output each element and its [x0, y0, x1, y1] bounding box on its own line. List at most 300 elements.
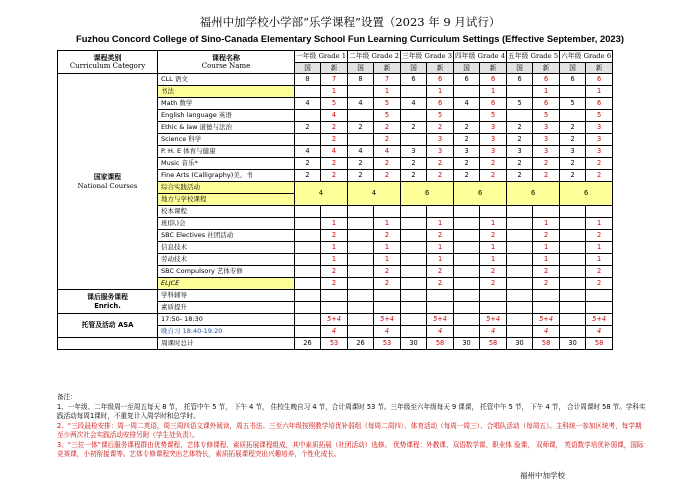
xin-hours-cell: 2: [427, 122, 454, 134]
xin-hours-cell: 1: [480, 254, 507, 266]
guo-hours-cell: 3: [401, 146, 427, 158]
xin-hours-cell: 2: [374, 158, 401, 170]
xin-hours-cell: 6: [533, 98, 560, 110]
empty-cell: [454, 326, 480, 338]
totals-row: [58, 338, 613, 350]
xin-hours-cell: 5+4: [586, 314, 613, 326]
guo-subheader: 国: [507, 63, 533, 74]
empty-cell: [560, 290, 586, 302]
guo-hours-cell: [454, 266, 480, 278]
guo-hours-cell: 8: [295, 74, 321, 86]
xin-hours-cell: 5: [586, 110, 613, 122]
xin-hours-cell: 4: [586, 326, 613, 338]
xin-hours-cell: 3: [533, 146, 560, 158]
xin-hours-cell: 6: [533, 74, 560, 86]
xin-hours-cell: 4: [374, 326, 401, 338]
guo-hours-cell: [454, 254, 480, 266]
weekly-total-cell: 58: [586, 338, 613, 350]
guo-hours-cell: [295, 86, 321, 98]
guo-hours-cell: 5: [507, 98, 533, 110]
curriculum-table: [57, 50, 613, 350]
xin-hours-cell: 2: [374, 278, 401, 290]
xin-hours-cell: 2: [480, 158, 507, 170]
grade-4-header: 四年级 Grade 4: [454, 51, 507, 63]
weekly-total-cell: 58: [533, 338, 560, 350]
xin-hours-cell: 1: [427, 254, 454, 266]
guo-hours-cell: 2: [401, 170, 427, 182]
xin-hours-cell: 5: [480, 110, 507, 122]
xin-hours-cell: 5+4: [480, 314, 507, 326]
empty-cell: [348, 326, 374, 338]
xin-hours-cell: 2: [586, 266, 613, 278]
xin-hours-cell: 1: [374, 242, 401, 254]
xin-hours-cell: 4: [533, 326, 560, 338]
xin-hours-cell: 2: [321, 134, 348, 146]
xin-subheader: 新: [321, 63, 348, 74]
guo-hours-cell: 2: [507, 158, 533, 170]
xin-hours-cell: 1: [586, 86, 613, 98]
table-row: [58, 74, 613, 86]
guo-hours-cell: [295, 266, 321, 278]
xin-hours-cell: 6: [427, 74, 454, 86]
empty-cell: [507, 326, 533, 338]
empty-cell: [427, 290, 454, 302]
course-name: Math 数学: [158, 98, 295, 110]
empty-cell: [586, 302, 613, 314]
xin-hours-cell: 5: [374, 110, 401, 122]
guo-hours-cell: 2: [401, 158, 427, 170]
guo-hours-cell: 8: [348, 74, 374, 86]
empty-cell: [533, 302, 560, 314]
xin-subheader: 新: [480, 63, 507, 74]
course-name: Ethic & law 道德与法治: [158, 122, 295, 134]
empty-cell: [454, 290, 480, 302]
notes-label: 备注：: [57, 393, 77, 401]
page-subtitle: Fuzhou Concord College of Sino-Canada Elementary School Fun Learning Curriculum Settings (Effective September, 2023): [75, 33, 624, 44]
guo-hours-cell: 4: [348, 146, 374, 158]
xin-hours-cell: 2: [374, 230, 401, 242]
weekly-total-cell: 26: [295, 338, 321, 350]
xin-hours-cell: 3: [533, 134, 560, 146]
guo-hours-cell: 6: [401, 74, 427, 86]
merged-hours-cell: 4: [348, 182, 401, 206]
guo-hours-cell: 2: [348, 170, 374, 182]
xin-hours-cell: 1: [321, 86, 348, 98]
empty-cell: [586, 290, 613, 302]
xin-hours-cell: 2: [374, 122, 401, 134]
xin-hours-cell: 3: [427, 146, 454, 158]
xin-hours-cell: 3: [586, 134, 613, 146]
xin-hours-cell: 1: [480, 242, 507, 254]
xin-hours-cell: 1: [374, 218, 401, 230]
guo-hours-cell: 4: [401, 98, 427, 110]
merged-hours-cell: 6: [454, 182, 507, 206]
guo-hours-cell: [507, 278, 533, 290]
course-name: 地方与学校课程: [158, 194, 295, 206]
course-name: English language 英语: [158, 110, 295, 122]
guo-hours-cell: [507, 110, 533, 122]
course-name: CLL 语文: [158, 74, 295, 86]
empty-cell: [348, 302, 374, 314]
empty-cell: [401, 302, 427, 314]
xin-hours-cell: 6: [427, 98, 454, 110]
guo-hours-cell: 3: [507, 146, 533, 158]
footer-school-name: 福州中加学校: [520, 471, 565, 480]
course-name: 信息技术: [158, 242, 295, 254]
empty-cell: [507, 302, 533, 314]
guo-hours-cell: 2: [454, 158, 480, 170]
xin-hours-cell: 1: [321, 254, 348, 266]
category-header: 课程类别 Curriculum Category: [58, 51, 158, 74]
guo-hours-cell: [507, 218, 533, 230]
xin-hours-cell: 2: [586, 230, 613, 242]
guo-hours-cell: [560, 242, 586, 254]
guo-hours-cell: [507, 242, 533, 254]
empty-cell: [507, 314, 533, 326]
xin-hours-cell: 3: [586, 122, 613, 134]
guo-hours-cell: [507, 266, 533, 278]
xin-hours-cell: 3: [586, 146, 613, 158]
guo-hours-cell: 6: [454, 74, 480, 86]
xin-hours-cell: 2: [533, 230, 560, 242]
empty-cell: [374, 290, 401, 302]
empty-cell: [295, 326, 321, 338]
course-name: Fine Arts (Calligraphy)美、书: [158, 170, 295, 182]
xin-hours-cell: 4: [321, 146, 348, 158]
guo-hours-cell: [454, 242, 480, 254]
xin-hours-cell: 2: [374, 134, 401, 146]
xin-hours-cell: 5: [321, 98, 348, 110]
xin-hours-cell: 2: [533, 170, 560, 182]
guo-hours-cell: [401, 278, 427, 290]
xin-hours-cell: [321, 206, 348, 218]
guo-hours-cell: [560, 86, 586, 98]
weekly-total-cell: 30: [507, 338, 533, 350]
xin-subheader: 新: [374, 63, 401, 74]
xin-hours-cell: 1: [533, 86, 560, 98]
empty-cell: [58, 338, 158, 350]
guo-hours-cell: [295, 254, 321, 266]
empty-cell: [480, 290, 507, 302]
course-name: 综合实践活动: [158, 182, 295, 194]
guo-hours-cell: 4: [295, 98, 321, 110]
notes: [57, 393, 647, 460]
course-name: 晚自习 18:40-19:20: [158, 326, 295, 338]
empty-cell: [401, 326, 427, 338]
empty-cell: [295, 314, 321, 326]
guo-hours-cell: [507, 254, 533, 266]
guo-subheader: 国: [560, 63, 586, 74]
xin-hours-cell: 6: [480, 98, 507, 110]
course-name: SBC Electives 社团活动: [158, 230, 295, 242]
xin-hours-cell: 3: [533, 122, 560, 134]
guo-hours-cell: 2: [560, 158, 586, 170]
guo-hours-cell: 2: [560, 134, 586, 146]
guo-hours-cell: [348, 110, 374, 122]
guo-hours-cell: 6: [507, 74, 533, 86]
guo-hours-cell: [295, 278, 321, 290]
guo-hours-cell: [295, 110, 321, 122]
weekly-total-cell: 30: [454, 338, 480, 350]
empty-cell: [321, 290, 348, 302]
empty-cell: [560, 302, 586, 314]
guo-hours-cell: 2: [295, 170, 321, 182]
guo-hours-cell: 2: [454, 134, 480, 146]
guo-hours-cell: [295, 242, 321, 254]
guo-hours-cell: [295, 134, 321, 146]
course-name: 素质提升: [158, 302, 295, 314]
guo-hours-cell: [560, 278, 586, 290]
empty-cell: [348, 290, 374, 302]
guo-hours-cell: [348, 206, 374, 218]
guo-subheader: 国: [348, 63, 374, 74]
xin-hours-cell: 1: [480, 86, 507, 98]
xin-hours-cell: 2: [533, 158, 560, 170]
course-name: SBC Compulsory 艺体专修: [158, 266, 295, 278]
guo-hours-cell: 2: [295, 158, 321, 170]
guo-hours-cell: [454, 206, 480, 218]
grade-5-header: 五年级 Grade 5: [507, 51, 560, 63]
xin-hours-cell: 3: [480, 146, 507, 158]
guo-hours-cell: [348, 218, 374, 230]
guo-hours-cell: 6: [560, 74, 586, 86]
empty-cell: [427, 302, 454, 314]
guo-subheader: 国: [295, 63, 321, 74]
empty-cell: [295, 302, 321, 314]
xin-hours-cell: 4: [321, 326, 348, 338]
guo-hours-cell: 2: [348, 122, 374, 134]
xin-hours-cell: 2: [427, 230, 454, 242]
xin-hours-cell: 2: [427, 266, 454, 278]
xin-hours-cell: [480, 206, 507, 218]
guo-hours-cell: 4: [454, 98, 480, 110]
xin-hours-cell: 5+4: [321, 314, 348, 326]
empty-cell: [454, 314, 480, 326]
guo-hours-cell: 4: [348, 98, 374, 110]
xin-hours-cell: 2: [427, 170, 454, 182]
grade-1-header: 一年级 Grade 1: [295, 51, 348, 63]
course-name: 学科辅导: [158, 290, 295, 302]
empty-cell: [480, 302, 507, 314]
weekly-total-cell: 58: [480, 338, 507, 350]
guo-hours-cell: [401, 266, 427, 278]
guo-hours-cell: [454, 218, 480, 230]
guo-hours-cell: 2: [560, 122, 586, 134]
xin-hours-cell: 2: [480, 170, 507, 182]
guo-hours-cell: [401, 110, 427, 122]
course-name: 校本课程: [158, 206, 295, 218]
guo-hours-cell: 2: [560, 170, 586, 182]
xin-hours-cell: 2: [480, 278, 507, 290]
xin-hours-cell: 1: [374, 254, 401, 266]
course-name: ELJCE: [158, 278, 295, 290]
after-school-category: 课后服务课程 Enrich.: [58, 290, 158, 314]
empty-cell: [560, 326, 586, 338]
empty-cell: [321, 302, 348, 314]
guo-hours-cell: [454, 110, 480, 122]
xin-hours-cell: 1: [374, 86, 401, 98]
guo-hours-cell: 2: [507, 134, 533, 146]
merged-hours-cell: 6: [401, 182, 454, 206]
xin-subheader: 新: [586, 63, 613, 74]
xin-hours-cell: 1: [480, 218, 507, 230]
guo-hours-cell: [560, 110, 586, 122]
guo-hours-cell: [454, 278, 480, 290]
guo-hours-cell: [560, 266, 586, 278]
merged-hours-cell: 6: [507, 182, 560, 206]
guo-hours-cell: 2: [295, 122, 321, 134]
guo-hours-cell: [454, 230, 480, 242]
guo-hours-cell: [348, 242, 374, 254]
grade-3-header: 三年级 Grade 3: [401, 51, 454, 63]
course-header: 课程名称 Course Name: [158, 51, 295, 74]
grade-6-header: 六年级 Grade 6: [560, 51, 613, 63]
guo-hours-cell: [348, 254, 374, 266]
weekly-total-label: 周课时总计: [158, 338, 295, 350]
xin-hours-cell: 5+4: [374, 314, 401, 326]
xin-hours-cell: 6: [586, 98, 613, 110]
guo-hours-cell: 2: [507, 170, 533, 182]
weekly-total-cell: 53: [321, 338, 348, 350]
xin-hours-cell: 3: [480, 134, 507, 146]
xin-hours-cell: 4: [321, 110, 348, 122]
xin-hours-cell: [374, 206, 401, 218]
guo-hours-cell: [401, 134, 427, 146]
course-name: Music 音乐*: [158, 158, 295, 170]
empty-cell: [507, 290, 533, 302]
course-name: 17:50- 18:30: [158, 314, 295, 326]
xin-hours-cell: 6: [586, 74, 613, 86]
guo-hours-cell: 3: [454, 146, 480, 158]
guo-hours-cell: [560, 254, 586, 266]
xin-hours-cell: 2: [533, 266, 560, 278]
table-row: [58, 314, 613, 326]
guo-hours-cell: [295, 230, 321, 242]
xin-hours-cell: 2: [321, 278, 348, 290]
guo-subheader: 国: [401, 63, 427, 74]
xin-hours-cell: [586, 206, 613, 218]
xin-hours-cell: 5+4: [427, 314, 454, 326]
xin-hours-cell: 1: [321, 242, 348, 254]
guo-hours-cell: [560, 206, 586, 218]
table-row: [58, 290, 613, 302]
xin-hours-cell: 5: [533, 110, 560, 122]
note-3: 3、“三位一体”课后服务课程群由优势课程、艺体专修课程、素质拓展课程组成，其中素质拓展（社团活动）选修。 优势课程：外教课、双语数学课、职业体 验课， 双师课， 英语数学培优补弱课，国际竞赛课，小初衔接课等。艺体专修课程突出艺体特长，素质拓展课程突出兴趣培养，个性化成长。: [57, 440, 644, 458]
course-name: Science 科学: [158, 134, 295, 146]
note-1: 1、一年级、二年级周一至周五每天 8 节， 托管中午 5 节， 下午 4 节， 住校生晚自习 4 节，合计周课时 53 节。三年级至六年级每天 9 课课， 托管中午 5 节， 下午 4 节， 合计周课时 58 节。学科实践活动每周1课时，不重复计入周学时和总学时。: [57, 402, 646, 420]
xin-hours-cell: 3: [480, 122, 507, 134]
xin-hours-cell: 1: [533, 242, 560, 254]
guo-hours-cell: 2: [348, 158, 374, 170]
xin-hours-cell: 7: [374, 74, 401, 86]
guo-hours-cell: [560, 218, 586, 230]
xin-hours-cell: 2: [586, 170, 613, 182]
xin-hours-cell: 4: [374, 146, 401, 158]
xin-hours-cell: 7: [321, 74, 348, 86]
xin-hours-cell: 2: [480, 230, 507, 242]
xin-hours-cell: 1: [427, 218, 454, 230]
xin-hours-cell: 2: [374, 170, 401, 182]
page-title: 福州中加学校小学部“乐学课程”设置（2023 年 9 月试行）: [199, 15, 501, 29]
empty-cell: [348, 314, 374, 326]
xin-hours-cell: 5: [374, 98, 401, 110]
empty-cell: [401, 290, 427, 302]
weekly-total-cell: 30: [560, 338, 586, 350]
guo-hours-cell: [507, 230, 533, 242]
guo-hours-cell: [348, 266, 374, 278]
guo-hours-cell: [401, 242, 427, 254]
merged-hours-cell: 6: [560, 182, 613, 206]
note-2: 2、“三段晨检安排：周一周二英语，周三周四语文课外阅读，周五书法。三至六年级按照教学培优补弱组（每周二周四）、体育活动（每周一周三）、合唱队活动（每周五）。主科统一参加区统考，每学期至少两次社会实践活动安排另附（学生处负责）。: [57, 421, 642, 439]
xin-hours-cell: [533, 206, 560, 218]
xin-hours-cell: 2: [586, 158, 613, 170]
guo-hours-cell: [295, 218, 321, 230]
course-name: P. H. E 体育与健康: [158, 146, 295, 158]
xin-hours-cell: 1: [533, 218, 560, 230]
xin-hours-cell: 2: [480, 266, 507, 278]
guo-hours-cell: [401, 230, 427, 242]
xin-hours-cell: 4: [480, 326, 507, 338]
course-name: 书法: [158, 86, 295, 98]
guo-hours-cell: [507, 206, 533, 218]
course-name: 劳动技术: [158, 254, 295, 266]
xin-hours-cell: 3: [427, 134, 454, 146]
xin-hours-cell: 2: [321, 122, 348, 134]
empty-cell: [401, 314, 427, 326]
course-name: 班(队)会: [158, 218, 295, 230]
xin-hours-cell: 2: [321, 266, 348, 278]
xin-subheader: 新: [427, 63, 454, 74]
guo-hours-cell: [454, 86, 480, 98]
xin-hours-cell: 5: [427, 110, 454, 122]
xin-hours-cell: 1: [586, 242, 613, 254]
xin-hours-cell: 6: [480, 74, 507, 86]
empty-cell: [295, 290, 321, 302]
grade-2-header: 二年级 Grade 2: [348, 51, 401, 63]
guo-hours-cell: 2: [507, 122, 533, 134]
guo-hours-cell: [401, 218, 427, 230]
xin-hours-cell: [427, 206, 454, 218]
empty-cell: [454, 302, 480, 314]
xin-hours-cell: 4: [427, 326, 454, 338]
xin-hours-cell: 2: [533, 278, 560, 290]
guo-hours-cell: 3: [560, 146, 586, 158]
weekly-total-cell: 53: [374, 338, 401, 350]
weekly-total-cell: 26: [348, 338, 374, 350]
custody-category: 托管及活动 ASA: [58, 314, 158, 338]
xin-hours-cell: 1: [533, 254, 560, 266]
xin-hours-cell: 5+4: [533, 314, 560, 326]
guo-hours-cell: [401, 86, 427, 98]
xin-hours-cell: 2: [586, 278, 613, 290]
xin-hours-cell: 1: [586, 218, 613, 230]
guo-hours-cell: 2: [401, 122, 427, 134]
xin-hours-cell: 2: [374, 266, 401, 278]
guo-hours-cell: [348, 230, 374, 242]
guo-hours-cell: [507, 86, 533, 98]
xin-hours-cell: 2: [427, 278, 454, 290]
guo-hours-cell: [348, 86, 374, 98]
guo-hours-cell: [401, 254, 427, 266]
weekly-total-cell: 30: [401, 338, 427, 350]
xin-hours-cell: 1: [586, 254, 613, 266]
empty-cell: [560, 314, 586, 326]
guo-hours-cell: 2: [454, 122, 480, 134]
guo-hours-cell: [348, 278, 374, 290]
guo-hours-cell: [560, 230, 586, 242]
guo-hours-cell: 4: [295, 146, 321, 158]
xin-subheader: 新: [533, 63, 560, 74]
